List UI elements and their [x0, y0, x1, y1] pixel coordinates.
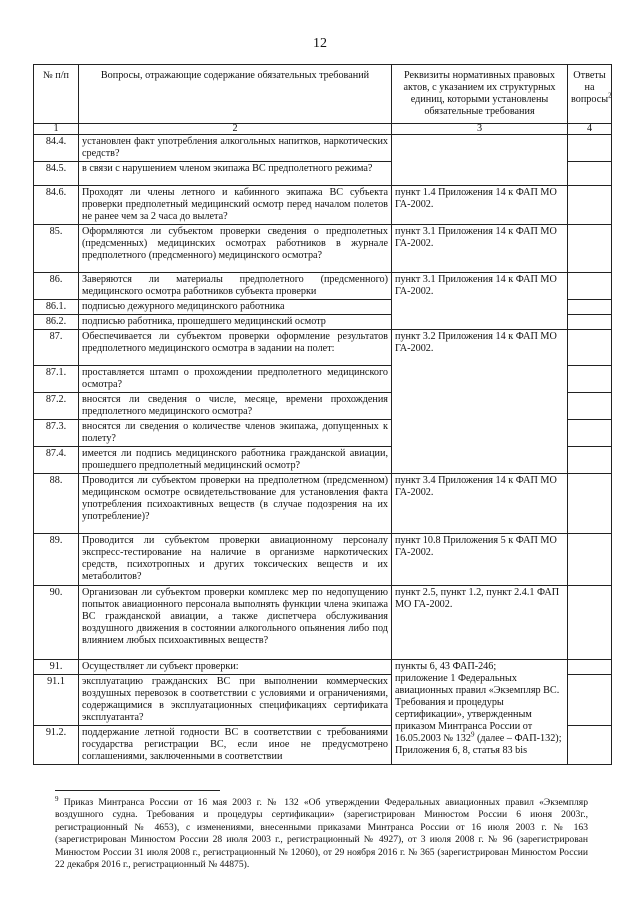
table-row — [34, 586, 612, 660]
footnote-divider — [55, 790, 220, 791]
header-num: № п/п — [34, 65, 79, 124]
page-number: 12 — [313, 36, 327, 51]
row-number: 91.1 — [34, 675, 79, 726]
row-question: имеется ли подпись медицинского работника гражданской авиации, прошедшего предполетный медицинский осмотр? — [79, 447, 392, 474]
row-answer — [568, 474, 612, 534]
row-answer — [568, 420, 612, 447]
table-header-row — [34, 65, 612, 124]
table-row — [34, 534, 612, 586]
row-answer — [568, 366, 612, 393]
column-numbers-row — [34, 124, 612, 135]
row-requisites: пункт 2.5, пункт 1.2, пункт 2.4.1 ФАП МО ГА-2002. — [392, 586, 568, 660]
table-row — [34, 225, 612, 273]
table-row — [34, 135, 612, 162]
row-question: в связи с нарушением членом экипажа ВС предполетного режима? — [79, 162, 392, 186]
row-answer — [568, 534, 612, 586]
row-number: 91.2. — [34, 726, 79, 765]
header-answers: Ответы на вопросы$^2$ — [568, 65, 612, 124]
footnote — [55, 794, 588, 871]
row-answer — [568, 162, 612, 186]
row-question: эксплуатацию гражданских ВС при выполнении коммерческих воздушных перевозок в соответствии с условиями и ограничениями, содержащимися в эксплуатационных спецификациях сертификата эксплуатанта? — [79, 675, 392, 726]
column-number: 2 — [79, 124, 392, 135]
row-answer — [568, 393, 612, 420]
column-number: 1 — [34, 124, 79, 135]
row-number: 86.2. — [34, 315, 79, 330]
table-row — [34, 186, 612, 225]
row-number: 86.1. — [34, 300, 79, 315]
row-question: проставляется штамп о прохождении предполетного медицинского осмотра? — [79, 366, 392, 393]
row-answer — [568, 447, 612, 474]
row-answer — [568, 273, 612, 300]
header-question: Вопросы, отражающие содержание обязательных требований — [79, 65, 392, 124]
row-number: 84.6. — [34, 186, 79, 225]
row-answer — [568, 300, 612, 315]
row-requisites: пункт 3.4 Приложения 14 к ФАП МО ГА-2002. — [392, 474, 568, 534]
row-question: подписью дежурного медицинского работника — [79, 300, 392, 315]
row-answer — [568, 225, 612, 273]
row-number: 84.4. — [34, 135, 79, 162]
row-number: 87.4. — [34, 447, 79, 474]
row-question: вносятся ли сведения о числе, месяце, времени прохождения предполетного медицинского осмотра? — [79, 393, 392, 420]
row-question: Организован ли субъектом проверки комплекс мер по недопущению попыток авиационного персонала выполнять функции члена экипажа ВС гражданской авиации, а также диспетчера обслуживания воздушного движения в состоянии алкогольного опьянения либо под влиянием любых психоактивных веществ? — [79, 586, 392, 660]
row-answer — [568, 660, 612, 675]
row-answer — [568, 315, 612, 330]
row-answer — [568, 586, 612, 660]
table-row — [34, 330, 612, 366]
table-row — [34, 660, 612, 675]
row-number: 89. — [34, 534, 79, 586]
row-requisites: пункт 1.4 Приложения 14 к ФАП МО ГА-2002. — [392, 186, 568, 225]
row-number: 85. — [34, 225, 79, 273]
footnote-mark: 9 — [55, 794, 59, 803]
row-number: 90. — [34, 586, 79, 660]
requirements-table — [33, 64, 612, 765]
row-question: Обеспечивается ли субъектом проверки оформление результатов предполетного медицинского осмотра в задании на полет: — [79, 330, 392, 366]
row-question: Проводится ли субъектом проверки на предполетном (предсменном) медицинском осмотре освидетельствование для установления факта употребления психоактивных веществ (в случае подозрения на их употребление)? — [79, 474, 392, 534]
row-requisites: пункт 3.2 Приложения 14 к ФАП МО ГА-2002. — [392, 330, 568, 474]
table-row — [34, 474, 612, 534]
footnote-text: Приказ Минтранса России от 16 мая 2003 г. № 132 «Об утверждении Федеральных авиационных правил «Экземпляр воздушного судна. Требования и процедуры сертификации» (зарегистрирован Минюстом России 6 июня 2003г., регистрационный № 4653), с изменениями, внесенными приказами Минтранса России от 16 июля 2003 г. № 163 (зарегистрирован Минюстом России 28 июля 2003 г., регистрационный № 4927), от 3 июля 2008 г. № 96 (зарегистрирован Минюстом России 31 июля 2008 г., регистрационный № 12060), от 29 ноября 2016 г. № 365 (зарегистрирован Минюстом России 22 декабря 2016 г., регистрационный № 44875). — [55, 797, 588, 871]
row-answer — [568, 330, 612, 366]
row-question: подписью работника, прошедшего медицинский осмотр — [79, 315, 392, 330]
row-number: 84.5. — [34, 162, 79, 186]
row-number: 87.2. — [34, 393, 79, 420]
row-requisites — [392, 135, 568, 186]
row-question: Проходят ли члены летного и кабинного экипажа ВС субъекта проверки предполетный медицинский осмотр перед началом полетов не ранее чем за 2 часа до вылета? — [79, 186, 392, 225]
row-question: поддержание летной годности ВС в соответствии с требованиями государства регистрации ВС, если иное не предусмотрено соглашениями, заключенными в соответствии — [79, 726, 392, 765]
row-question: Проводится ли субъектом проверки авиационному персоналу экспресс-тестирование на наличие в организме наркотических средств, психотропных и других токсических веществ и их метаболитов? — [79, 534, 392, 586]
column-number: 4 — [568, 124, 612, 135]
row-answer — [568, 726, 612, 765]
header-requisites: Реквизиты нормативных правовых актов, с указанием их структурных единиц, которыми установлены обязательные требования — [392, 65, 568, 124]
column-number: 3 — [392, 124, 568, 135]
row-question: Осуществляет ли субъект проверки: — [79, 660, 392, 675]
row-question: вносятся ли сведения о количестве членов экипажа, допущенных к полету? — [79, 420, 392, 447]
row-number: 88. — [34, 474, 79, 534]
row-question: установлен факт употребления алкогольных напитков, наркотических средств? — [79, 135, 392, 162]
row-number: 91. — [34, 660, 79, 675]
row-number: 87. — [34, 330, 79, 366]
table-row — [34, 273, 612, 300]
row-question: Заверяются ли материалы предполетного (предсменного) медицинского осмотра работников субъекта проверки — [79, 273, 392, 300]
row-question: Оформляются ли субъектом проверки сведения о предполетных (предсменных) медицинских осмотрах работников в журнале предполетного (предсменного) медицинского осмотра? — [79, 225, 392, 273]
row-requisites: пункты 6, 43 ФАП-246; приложение 1 Федеральных авиационных правил «Экземпляр ВС. Требования и процедуры сертификации», утвержденным приказом Минтранса России от 16.05.2003 № $132^9$ (далее – ФАП-132); Приложения 6, 8, статья 83 bis — [392, 660, 568, 765]
row-answer — [568, 675, 612, 726]
row-answer — [568, 186, 612, 225]
row-number: 86. — [34, 273, 79, 300]
row-number: 87.1. — [34, 366, 79, 393]
row-number: 87.3. — [34, 420, 79, 447]
row-requisites: пункт 3.1 Приложения 14 к ФАП МО ГА-2002. — [392, 225, 568, 273]
row-requisites: пункт 10.8 Приложения 5 к ФАП МО ГА-2002. — [392, 534, 568, 586]
row-requisites: пункт 3.1 Приложения 14 к ФАП МО ГА-2002. — [392, 273, 568, 330]
row-answer — [568, 135, 612, 162]
